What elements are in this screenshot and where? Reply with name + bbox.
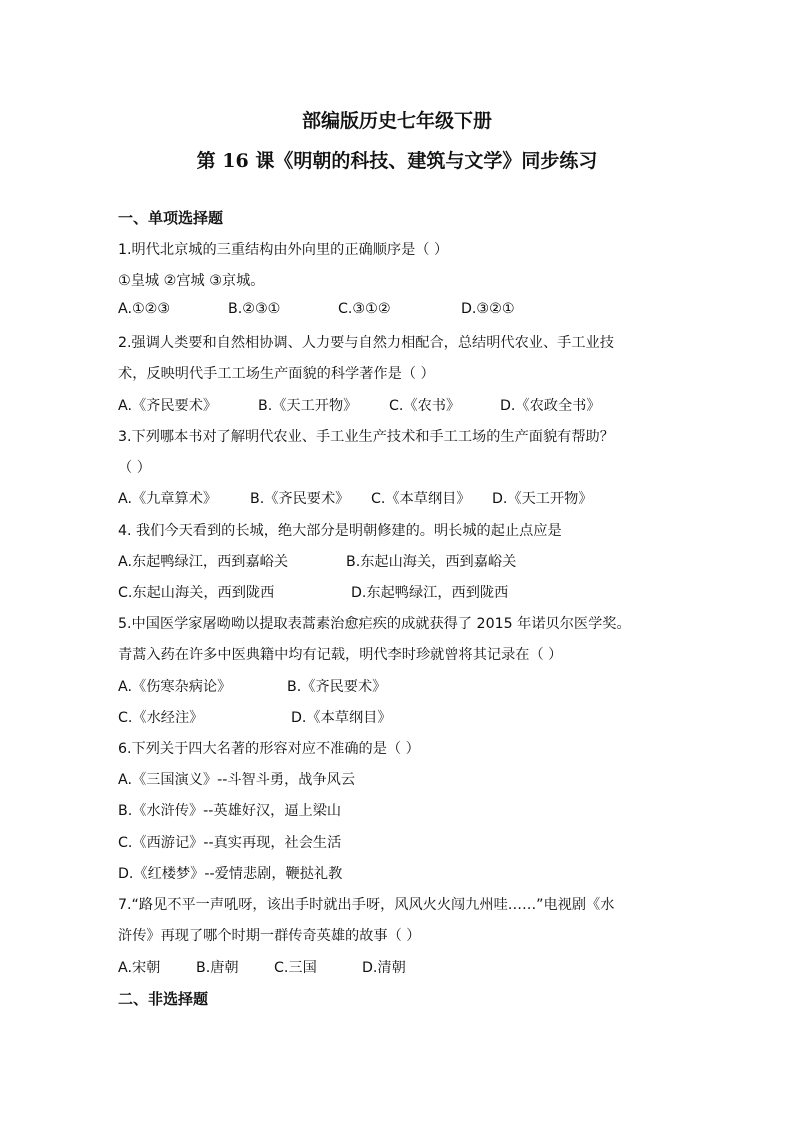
- question-1-items: ①皇城 ②宫城 ③京城。: [118, 273, 265, 289]
- question-2-stem-line-1: 2.强调人类要和自然相协调、人力要与自然力相配合，总结明代农业、手工业技: [118, 335, 614, 351]
- question-4-option-b: B.东起山海关，西到嘉峪关: [346, 554, 517, 570]
- question-4-stem: 4. 我们今天看到的长城，绝大部分是明朝修建的。明长城的起止点应是: [118, 523, 562, 539]
- question-1-option-d: D.③②①: [461, 301, 515, 317]
- question-2-option-d: D.《农政全书》: [500, 398, 601, 414]
- question-6-option-d: D.《红楼梦》--爱情悲剧，鞭挞礼教: [118, 866, 343, 882]
- question-7-option-c: C.三国: [274, 960, 317, 976]
- question-7-stem-line-1: 7.“路见不平一声吼呀，该出手时就出手呀，风风火火闯九州哇……”电视剧《水: [118, 897, 615, 913]
- question-5-option-b: B.《齐民要术》: [287, 679, 387, 695]
- question-4-option-d: D.东起鸭绿江，西到陇西: [351, 585, 509, 601]
- question-4-option-c: C.东起山海关，西到陇西: [118, 585, 275, 601]
- question-7-option-b: B.唐朝: [196, 960, 239, 976]
- question-2-stem-line-2: 术，反映明代手工工场生产面貌的科学著作是（ ）: [118, 366, 435, 382]
- page-title: 部编版历史七年级下册: [301, 110, 492, 132]
- question-6-stem: 6.下列关于四大名著的形容对应不准确的是（ ）: [118, 741, 420, 757]
- question-5-stem-line-1: 5.中国医学家屠呦呦以提取表蒿素治愈疟疾的成就获得了 2015 年诺贝尔医学奖。: [118, 616, 631, 632]
- question-2-option-b: B.《天工开物》: [258, 398, 358, 414]
- question-6-option-b: B.《水浒传》--英雄好汉，逼上梁山: [118, 803, 342, 819]
- question-2-option-a: A.《齐民要术》: [118, 398, 218, 414]
- question-3-option-a: A.《九章算术》: [118, 491, 218, 507]
- section-heading-single-choice: 一、单项选择题: [118, 209, 224, 227]
- question-5-option-c: C.《水经注》: [118, 710, 204, 726]
- question-3-stem-line-1: 3.下列哪本书对了解明代农业、手工业生产技术和手工工场的生产面貌有帮助？: [118, 429, 614, 445]
- question-5-option-d: D.《本草纲目》: [291, 710, 392, 726]
- question-5-stem-line-2: 青蒿入药在许多中医典籍中均有记载，明代李时珍就曾将其记录在（ ）: [118, 647, 563, 663]
- question-3-option-d: D.《天工开物》: [492, 491, 593, 507]
- question-3-option-b: B.《齐民要术》: [250, 491, 350, 507]
- question-7-option-d: D.清朝: [362, 960, 406, 976]
- question-1-stem: 1.明代北京城的三重结构由外向里的正确顺序是（ ）: [118, 242, 449, 258]
- question-1-option-a: A.①②③: [118, 301, 171, 317]
- question-1-option-c: C.③①②: [338, 301, 391, 317]
- lesson-subtitle: 第 16 课《明朝的科技、建筑与文学》同步练习: [196, 150, 598, 172]
- question-7-stem-line-2: 浒传》再现了哪个时期一群传奇英雄的故事（ ）: [118, 928, 421, 944]
- question-2-option-c: C.《农书》: [389, 398, 461, 414]
- section-heading-non-choice: 二、非选择题: [118, 990, 209, 1008]
- question-3-option-c: C.《本草纲目》: [371, 491, 471, 507]
- question-5-option-a: A.《伤寒杂病论》: [118, 679, 232, 695]
- question-7-option-a: A.宋朝: [118, 960, 161, 976]
- question-1-option-b: B.②③①: [228, 301, 281, 317]
- question-3-stem-line-2: （ ）: [118, 460, 151, 476]
- question-4-option-a: A.东起鸭绿江，西到嘉峪关: [118, 554, 289, 570]
- question-6-option-c: C.《西游记》--真实再现，社会生活: [118, 835, 342, 851]
- question-6-option-a: A.《三国演义》--斗智斗勇，战争风云: [118, 772, 356, 788]
